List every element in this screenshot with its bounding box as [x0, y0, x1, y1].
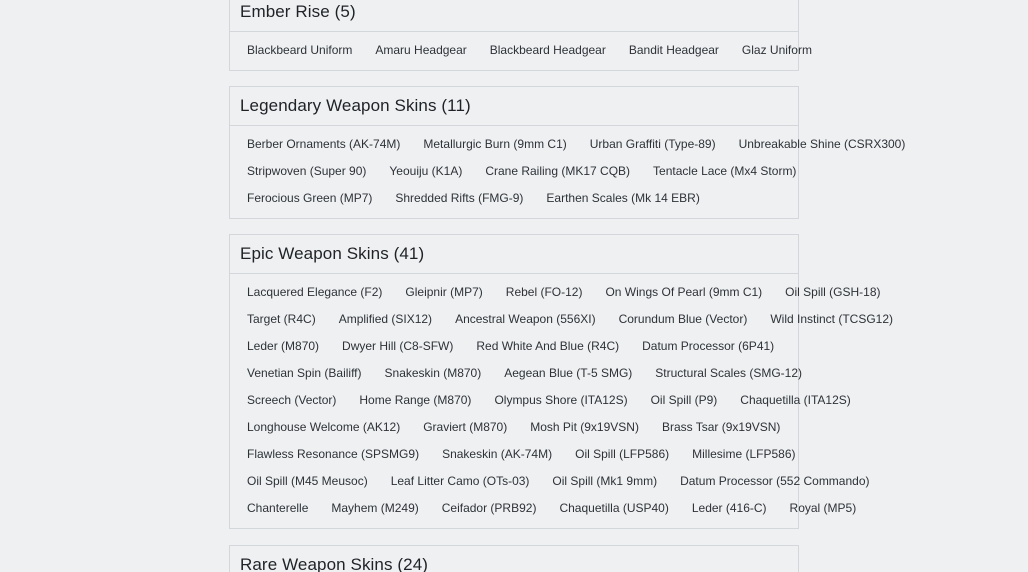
skin-row — [240, 468, 870, 495]
skin-item[interactable]: On Wings Of Pearl (9mm C1) — [605, 285, 763, 299]
skin-item[interactable]: Snakeskin (M870) — [384, 366, 482, 380]
skin-item[interactable]: Rebel (FO-12) — [505, 285, 583, 299]
section-title: Ember Rise (5) — [240, 2, 356, 21]
skin-row — [240, 495, 857, 522]
skin-item[interactable]: Flawless Resonance (SPSMG9) — [247, 447, 420, 461]
skin-item[interactable]: Oil Spill (Mk1 9mm) — [552, 474, 658, 488]
skin-item[interactable]: Snakeskin (AK-74M) — [442, 447, 553, 461]
skin-item[interactable]: Structural Scales (SMG-12) — [655, 366, 803, 380]
skin-item[interactable]: Lacquered Elegance (F2) — [247, 285, 383, 299]
skin-item[interactable]: Berber Ornaments (AK-74M) — [247, 137, 401, 151]
skin-item[interactable]: Graviert (M870) — [423, 420, 508, 434]
section-rare-weapon-skins — [229, 545, 799, 572]
skin-item[interactable]: Home Range (M870) — [359, 393, 472, 407]
skin-item[interactable]: Chanterelle — [247, 501, 309, 515]
skin-row — [240, 360, 803, 387]
skin-row — [240, 279, 881, 306]
skin-item[interactable]: Leder (416-C) — [691, 501, 767, 515]
skin-row — [240, 414, 788, 441]
section-body — [230, 32, 812, 70]
skin-item[interactable]: Earthen Scales (Mk 14 EBR) — [546, 191, 700, 205]
skin-item[interactable]: Oil Spill (GSH-18) — [785, 285, 881, 299]
skin-row — [240, 158, 797, 185]
skin-item[interactable]: Tentacle Lace (Mx4 Storm) — [653, 164, 797, 178]
section-title: Rare Weapon Skins (24) — [240, 555, 429, 572]
skin-item[interactable]: Amaru Headgear — [375, 43, 467, 57]
skin-row — [240, 131, 906, 158]
section-legendary-weapon-skins — [229, 86, 906, 219]
skin-item[interactable]: Royal (MP5) — [789, 501, 857, 515]
skin-item[interactable]: Olympus Shore (ITA12S) — [494, 393, 628, 407]
skin-item[interactable]: Oil Spill (LFP586) — [575, 447, 670, 461]
skin-item[interactable]: Dwyer Hill (C8-SFW) — [342, 339, 454, 353]
skin-item[interactable]: Urban Graffiti (Type-89) — [589, 137, 716, 151]
skin-item[interactable]: Target (R4C) — [247, 312, 316, 326]
section-title: Legendary Weapon Skins (11) — [240, 96, 471, 115]
skin-item[interactable]: Ceifador (PRB92) — [441, 501, 537, 515]
section-title: Epic Weapon Skins (41) — [240, 244, 425, 263]
skin-item[interactable]: Red White And Blue (R4C) — [476, 339, 620, 353]
skin-item[interactable]: Yeouiju (K1A) — [389, 164, 463, 178]
skin-item[interactable]: Ancestral Weapon (556XI) — [455, 312, 596, 326]
skin-item[interactable]: Mosh Pit (9x19VSN) — [530, 420, 639, 434]
skin-item[interactable]: Shredded Rifts (FMG-9) — [395, 191, 524, 205]
skin-item[interactable]: Glaz Uniform — [741, 43, 812, 57]
skin-item[interactable]: Metallurgic Burn (9mm C1) — [423, 137, 567, 151]
skin-item[interactable]: Unbreakable Shine (CSRX300) — [738, 137, 906, 151]
section-body — [230, 126, 906, 218]
section-header — [230, 87, 798, 126]
skin-item[interactable]: Oil Spill (P9) — [650, 393, 718, 407]
skin-item[interactable]: Chaquetilla (USP40) — [559, 501, 669, 515]
section-header — [230, 0, 798, 32]
skin-item[interactable]: Wild Instinct (TCSG12) — [770, 312, 894, 326]
skin-item[interactable]: Chaquetilla (ITA12S) — [740, 393, 851, 407]
skin-item[interactable]: Mayhem (M249) — [331, 501, 419, 515]
skin-row — [240, 333, 788, 360]
skin-row — [240, 185, 788, 212]
skin-item[interactable]: Oil Spill (M45 Meusoc) — [247, 474, 368, 488]
skin-item[interactable]: Leder (M870) — [247, 339, 320, 353]
section-body — [230, 274, 894, 528]
skin-item[interactable]: Bandit Headgear — [628, 43, 719, 57]
skin-item[interactable]: Brass Tsar (9x19VSN) — [661, 420, 781, 434]
section-header — [230, 235, 798, 274]
section-header — [230, 546, 798, 572]
skin-item[interactable]: Longhouse Welcome (AK12) — [247, 420, 401, 434]
skin-item[interactable]: Gleipnir (MP7) — [405, 285, 483, 299]
skin-item[interactable]: Crane Railing (MK17 CQB) — [485, 164, 631, 178]
skin-item[interactable]: Corundum Blue (Vector) — [618, 312, 748, 326]
skin-item[interactable]: Datum Processor (6P41) — [642, 339, 775, 353]
skin-item[interactable]: Blackbeard Uniform — [247, 43, 353, 57]
skin-item[interactable]: Venetian Spin (Bailiff) — [247, 366, 362, 380]
skin-item[interactable]: Blackbeard Headgear — [489, 43, 606, 57]
skin-item[interactable]: Stripwoven (Super 90) — [247, 164, 367, 178]
skin-row — [240, 306, 894, 333]
skin-row — [240, 441, 796, 468]
section-ember-rise — [229, 0, 812, 71]
skin-item[interactable]: Leaf Litter Camo (OTs-03) — [390, 474, 530, 488]
skin-row — [240, 37, 812, 64]
skin-item[interactable]: Amplified (SIX12) — [338, 312, 433, 326]
skin-item[interactable]: Screech (Vector) — [247, 393, 337, 407]
skin-item[interactable]: Ferocious Green (MP7) — [247, 191, 373, 205]
skin-row — [240, 387, 851, 414]
skin-item[interactable]: Millesime (LFP586) — [692, 447, 796, 461]
section-epic-weapon-skins — [229, 234, 894, 529]
skin-item[interactable]: Datum Processor (552 Commando) — [680, 474, 870, 488]
skin-item[interactable]: Aegean Blue (T-5 SMG) — [504, 366, 633, 380]
